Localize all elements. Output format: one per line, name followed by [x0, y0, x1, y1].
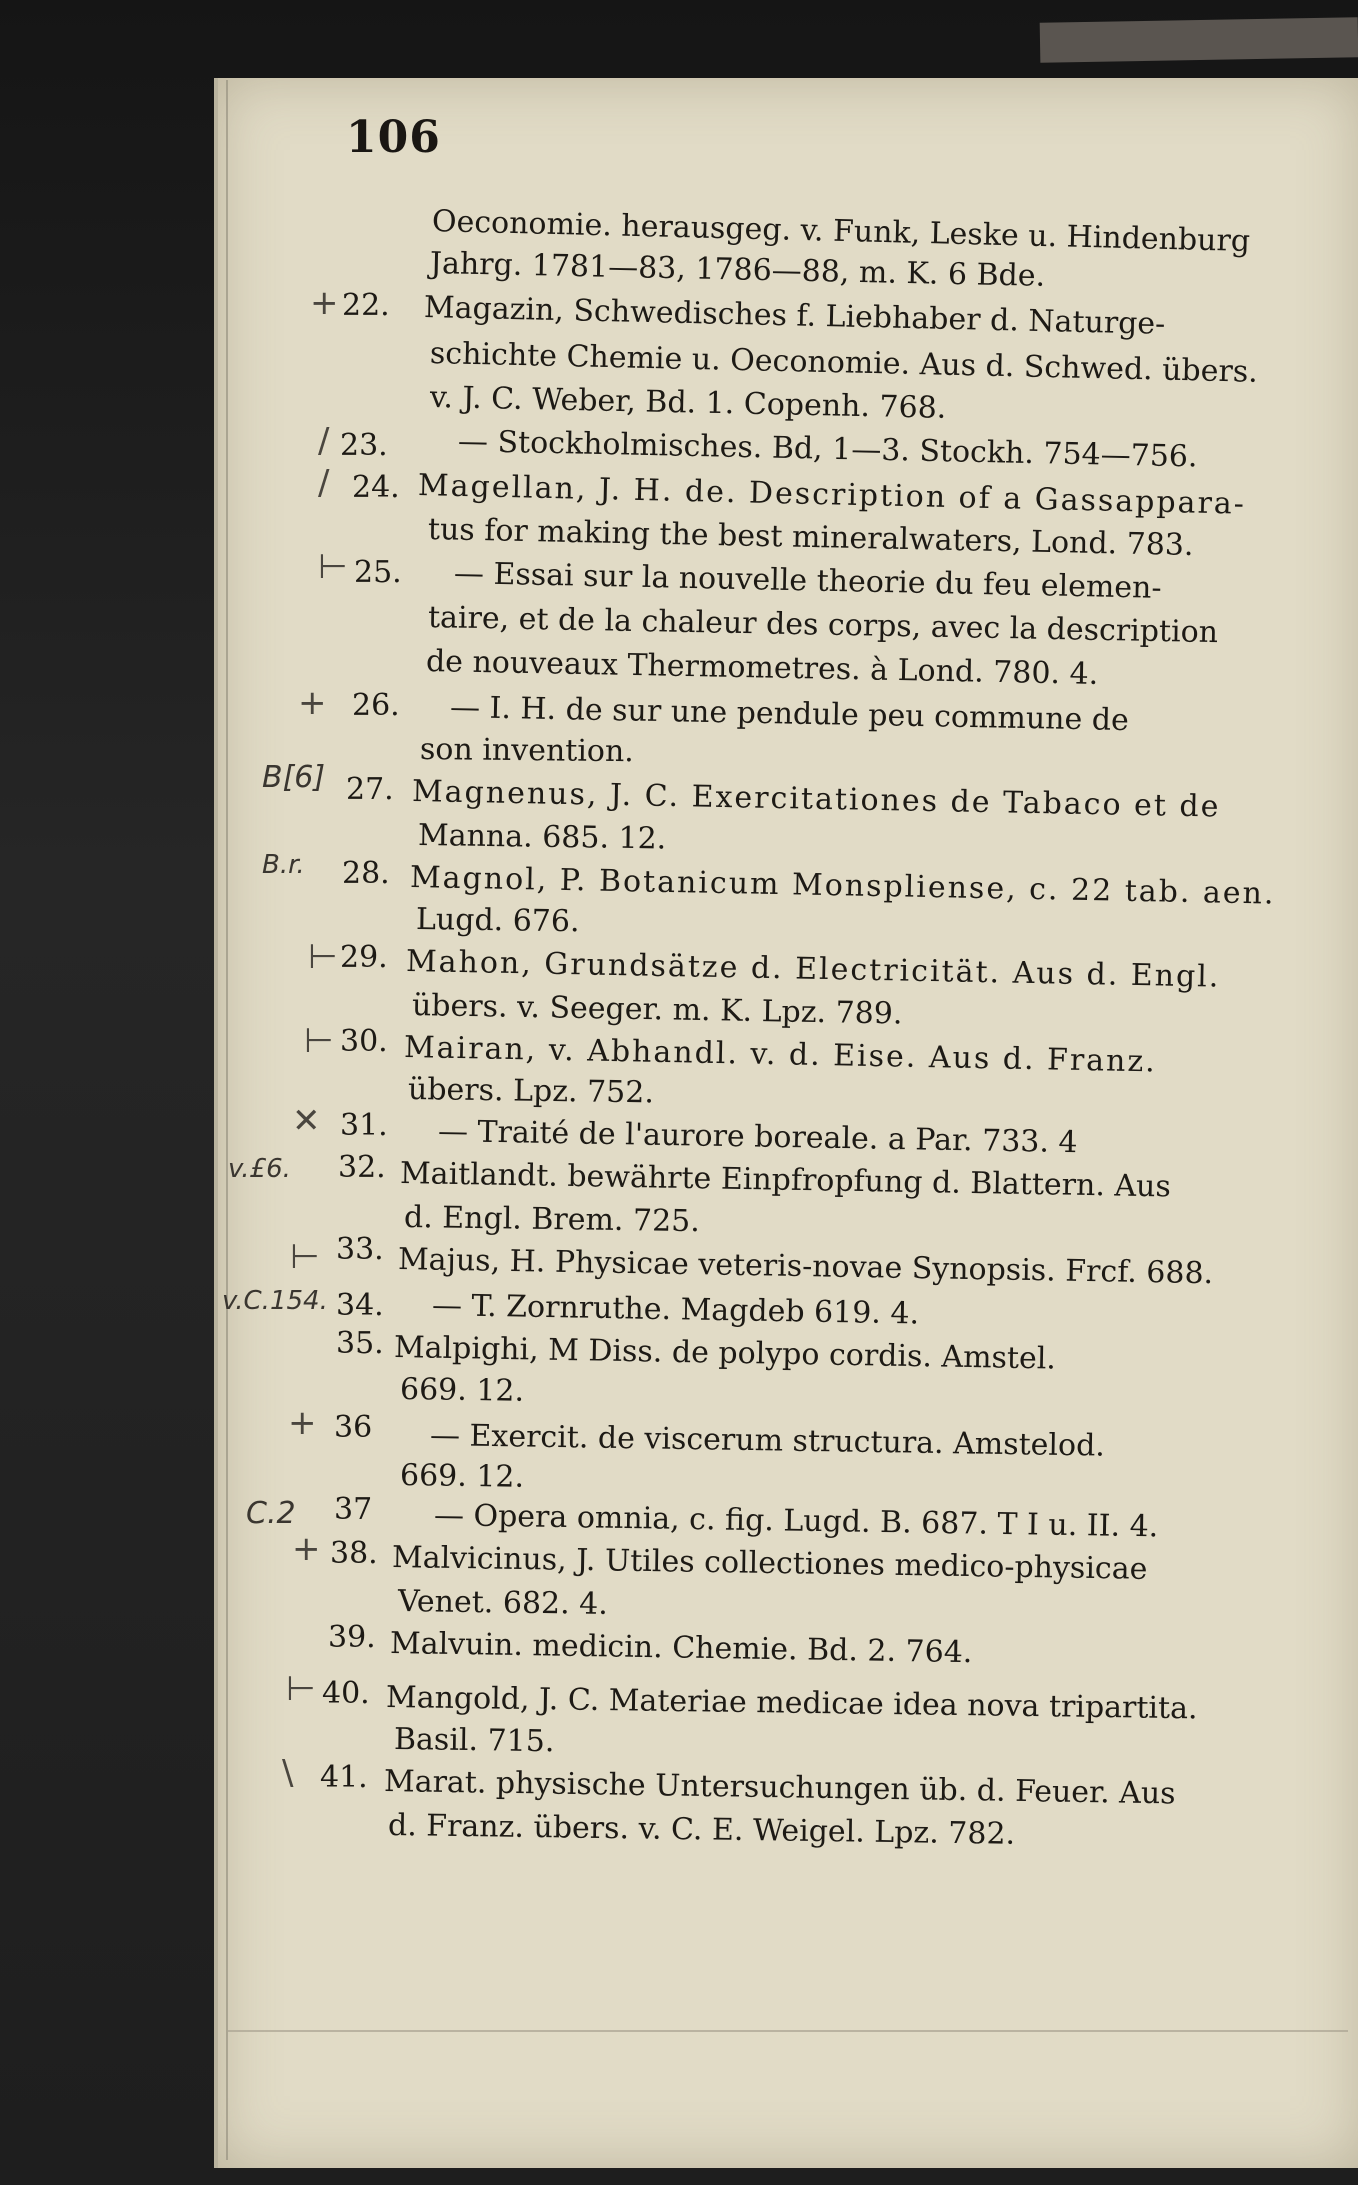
pencil-tick-mark: ⊢: [318, 547, 348, 587]
entry-text-line: — Traité de l'aurore boreale. a Par. 733. 4: [437, 1114, 1078, 1161]
entry-number: 28.: [342, 856, 390, 891]
entry-text-line: übers. v. Seeger. m. K. Lpz. 789.: [411, 988, 903, 1032]
entry-text-line: — Opera omnia, c. fig. Lugd. B. 687. T I u. II. 4.: [433, 1498, 1159, 1545]
page-bottom-rule: [228, 2030, 1348, 2032]
entry-text-line: Marat. physische Untersuchungen üb. d. Feuer. Aus: [383, 1764, 1176, 1812]
entry-text-line: Mahon, Grundsätze d. Electricität. Aus d. Engl.: [405, 944, 1221, 995]
margin-note: v.£6.: [228, 1154, 291, 1184]
entry-text-line: d. Franz. übers. v. C. E. Weigel. Lpz. 782.: [387, 1808, 1016, 1852]
board-edge: [1040, 17, 1358, 63]
pencil-tick-mark: \: [282, 1753, 294, 1793]
pencil-cross-mark: +: [288, 1403, 317, 1443]
pencil-tick-mark: /: [318, 463, 330, 503]
margin-note: C.2: [246, 1496, 296, 1531]
entry-text-line: — Exercit. de viscerum structura. Amstelod.: [429, 1418, 1106, 1464]
entry-number: 30.: [340, 1024, 388, 1059]
entry-text-line: d. Engl. Brem. 725.: [403, 1200, 701, 1240]
entry-text-line: 669. 12.: [399, 1458, 525, 1495]
margin-note: B[6]: [262, 760, 326, 795]
entry-text-line: — T. Zornruthe. Magdeb 619. 4.: [431, 1288, 920, 1332]
entry-number: 40.: [322, 1676, 370, 1711]
entry-number: 41.: [320, 1760, 368, 1795]
entry-number: 38.: [330, 1536, 378, 1571]
entry-number: 37: [334, 1492, 373, 1527]
entry-text-line: — I. H. de sur une pendule peu commune de: [449, 690, 1130, 739]
entry-text-line: Magazin, Schwedisches f. Liebhaber d. Naturge-: [423, 290, 1166, 342]
entry-text-line: Oeconomie. herausgeg. v. Funk, Leske u. Hindenburg: [431, 204, 1251, 259]
entry-text-line: — Essai sur la nouvelle theorie du feu elemen-: [453, 556, 1162, 606]
entry-number: 36: [334, 1410, 373, 1445]
entry-text-line: Mairan, v. Abhandl. v. d. Eise. Aus d. Franz.: [403, 1030, 1158, 1080]
entry-number: 31.: [340, 1108, 388, 1143]
pencil-cross-mark: +: [298, 683, 327, 723]
entry-text-line: Magnenus, J. C. Exercitationes de Tabaco et de: [411, 774, 1221, 825]
entry-number: 23.: [340, 428, 388, 463]
entry-text-line: tus for making the best mineralwaters, Lond. 783.: [427, 512, 1194, 564]
entry-text-line: Lugd. 676.: [415, 902, 580, 940]
entry-text-line: taire, et de la chaleur des corps, avec la description: [427, 600, 1219, 651]
margin-note: v.C.154.: [222, 1286, 328, 1316]
pencil-cross-mark: +: [310, 283, 339, 323]
entry-text-line: Venet. 682. 4.: [397, 1584, 609, 1622]
entry-text-line: — Stockholmisches. Bd, 1—3. Stockh. 754—756.: [457, 424, 1198, 475]
entry-text-line: v. J. C. Weber, Bd. 1. Copenh. 768.: [429, 380, 947, 426]
entry-text-line: Magnol, P. Botanicum Monspliense, c. 22 tab. aen.: [409, 860, 1276, 912]
entry-text-line: Magellan, J. H. de. Description of a Gassappara-: [417, 468, 1247, 522]
entry-text-line: Mangold, J. C. Materiae medicae idea nova tripartita.: [385, 1680, 1198, 1727]
entry-number: 35.: [336, 1326, 384, 1361]
entry-number: 33.: [336, 1232, 384, 1267]
entry-number: 26.: [352, 688, 400, 723]
entry-number: 24.: [352, 470, 400, 505]
entry-text-line: 669. 12.: [399, 1372, 525, 1409]
entry-text-line: Majus, H. Physicae veteris-novae Synopsis. Frcf. 688.: [397, 1242, 1214, 1292]
entry-number: 29.: [340, 940, 388, 975]
pencil-tick-mark: ⊢: [286, 1669, 316, 1709]
pencil-tick-mark: ⊢: [308, 937, 338, 977]
entry-text-line: Jahrg. 1781—83, 1786—88, m. K. 6 Bde.: [429, 246, 1046, 294]
entry-text-line: Manna. 685. 12.: [417, 818, 667, 857]
entry-text-line: Basil. 715.: [393, 1722, 555, 1760]
entry-number: 39.: [328, 1620, 376, 1655]
entry-number: 32.: [338, 1150, 386, 1185]
entry-text-line: Malvuin. medicin. Chemie. Bd. 2. 764.: [389, 1626, 973, 1671]
pencil-cross-mark: ✕: [292, 1101, 321, 1141]
entry-number: 34.: [336, 1288, 384, 1323]
entry-text-line: son invention.: [419, 732, 635, 770]
entry-text-line: Maitlandt. bewährte Einpfropfung d. Blattern. Aus: [399, 1156, 1172, 1205]
entry-text-line: Malvicinus, J. Utiles collectiones medico-physicae: [391, 1540, 1148, 1587]
pencil-tick-mark: ⊢: [290, 1237, 320, 1277]
page-inner-edge: [226, 80, 228, 2160]
pencil-tick-mark: /: [318, 421, 330, 461]
entry-number: 22.: [342, 288, 390, 323]
page-number: 106: [346, 112, 441, 163]
pencil-tick-mark: ⊢: [304, 1021, 334, 1061]
entry-number: 25.: [354, 555, 402, 590]
entry-number: 27.: [346, 772, 394, 807]
margin-note: B.r.: [262, 850, 305, 880]
entry-text-line: schichte Chemie u. Oeconomie. Aus d. Schwed. übers.: [429, 336, 1259, 390]
pencil-cross-mark: +: [292, 1529, 321, 1569]
entry-text-line: übers. Lpz. 752.: [407, 1072, 655, 1111]
entry-text-line: de nouveaux Thermometres. à Lond. 780. 4.: [425, 644, 1099, 692]
entry-text-line: Malpighi, M Diss. de polypo cordis. Amstel.: [393, 1330, 1057, 1377]
